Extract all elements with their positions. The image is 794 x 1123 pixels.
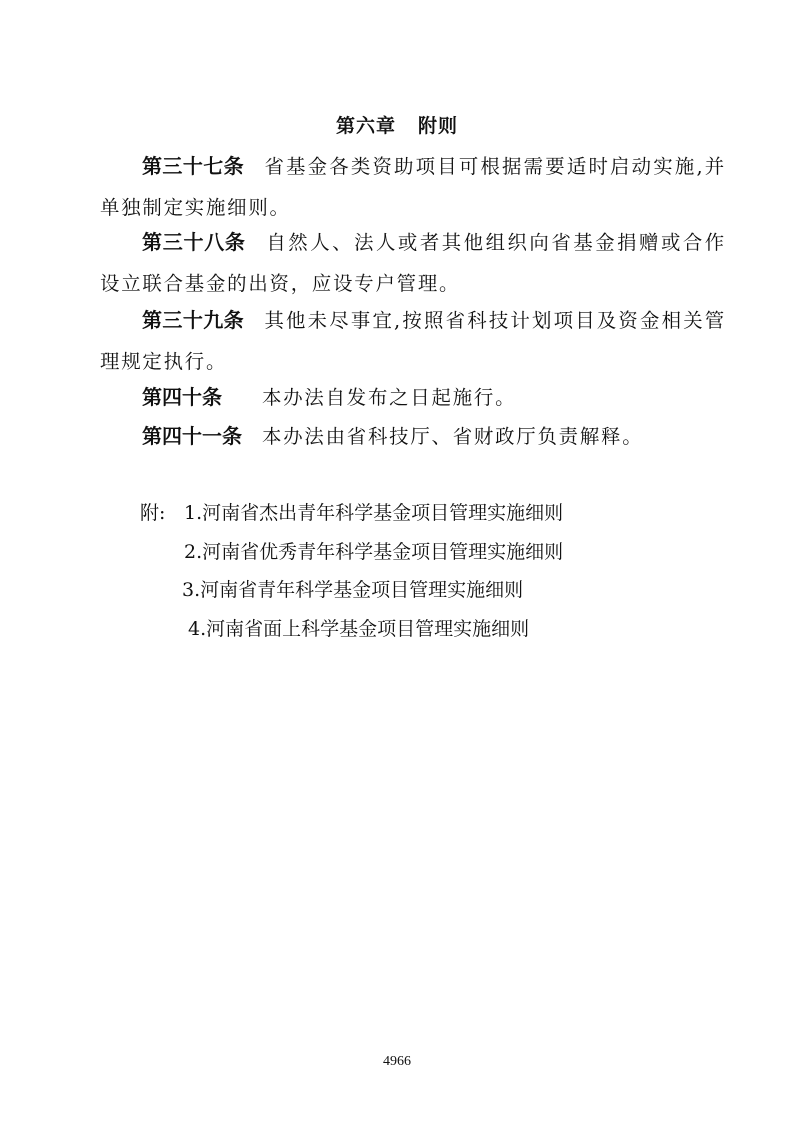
article-text: 自然人、法人或者其他组织向省基金捐赠或合作设立联合基金的出资，应设专户管理。 (100, 231, 726, 295)
article-text: 本办法自发布之日起施行。 (262, 386, 517, 409)
attachment-item (140, 494, 563, 533)
chapter-number: 第六章 (335, 115, 396, 137)
attachment-title: 3.河南省青年科学基金项目管理实施细则 (182, 579, 524, 601)
article-41 (100, 416, 726, 457)
article-text: 本办法由省科技厅、省财政厅负责解释。 (262, 425, 644, 448)
article-number: 第三十七条 (142, 154, 245, 178)
chapter-heading (0, 112, 794, 140)
article-number: 第四十条 (142, 385, 222, 409)
attachments-prefix: 附: (140, 502, 166, 524)
article-text: 其他未尽事宜,按照省科技计划项目及资金相关管理规定执行。 (100, 309, 727, 373)
article-39 (100, 300, 726, 382)
article-number: 第四十一条 (142, 424, 242, 448)
chapter-title: 附则 (418, 115, 459, 137)
article-number: 第三十九条 (142, 308, 245, 332)
article-40 (100, 377, 726, 418)
attachment-item (140, 571, 563, 610)
article-38 (100, 222, 726, 304)
page-number: 4966 (383, 1054, 411, 1069)
article-number: 第三十八条 (142, 230, 246, 254)
attachment-title: 4.河南省面上科学基金项目管理实施细则 (188, 617, 530, 640)
article-37 (100, 146, 726, 228)
attachments-list (140, 494, 563, 648)
attachment-title: 1.河南省杰出青年科学基金项目管理实施细则 (184, 502, 564, 524)
attachment-title: 2.河南省优秀青年科学基金项目管理实施细则 (184, 540, 564, 563)
attachment-item (140, 610, 563, 649)
article-text: 省基金各类资助项目可根据需要适时启动实施,并单独制定实施细则。 (100, 155, 727, 219)
attachment-item (140, 533, 563, 572)
